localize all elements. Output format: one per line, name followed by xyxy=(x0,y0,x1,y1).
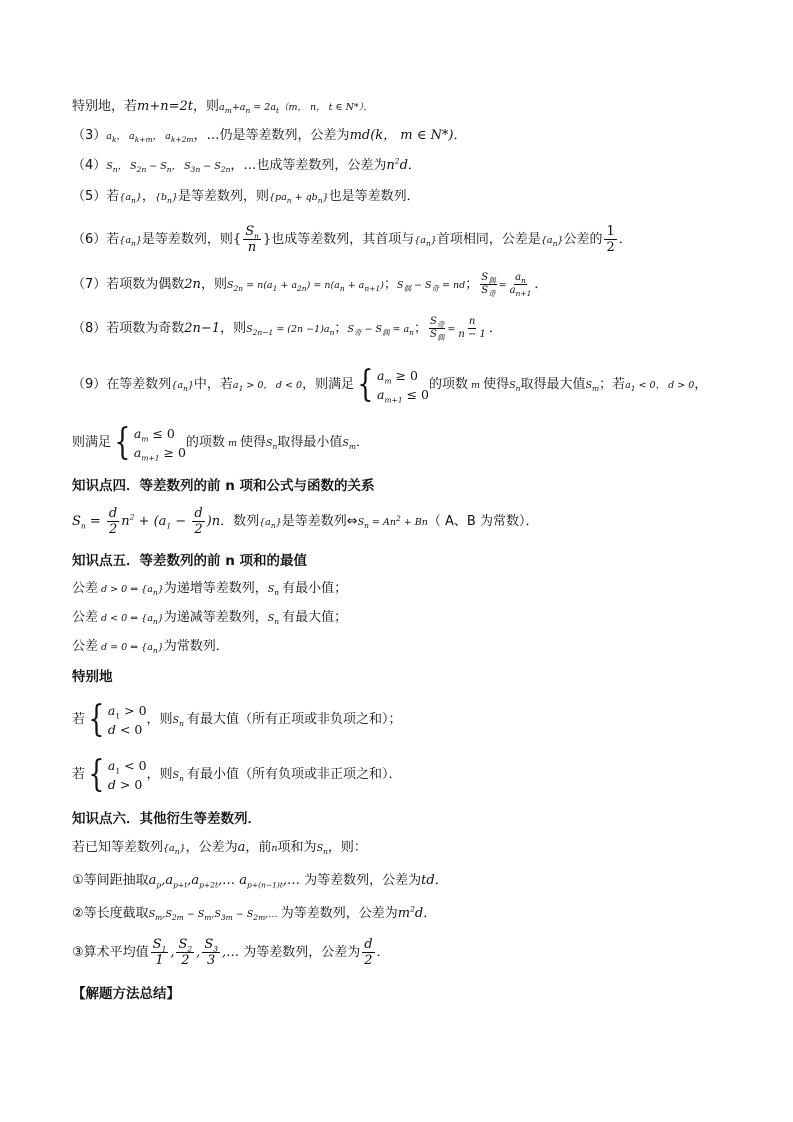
text: 使得 xyxy=(483,377,510,392)
text: 取得最大值 xyxy=(520,377,586,392)
math: $\{a_n\}$ xyxy=(119,235,142,248)
fraction-d-over-2: $\frac{d}{2}$ xyxy=(108,506,118,537)
fraction-even-odd: $S_偶$ $S_奇$ xyxy=(481,272,496,298)
math: = xyxy=(498,280,507,291)
text: ，则： xyxy=(327,840,367,855)
text: ；若 xyxy=(599,377,626,392)
fraction-one-half: $\frac{1}{2}$ xyxy=(606,224,615,255)
text: ，…仍是等差数列，公差为 xyxy=(193,128,350,143)
text: 项和为 xyxy=(277,840,317,855)
text: ． xyxy=(423,906,437,921)
text: 为等差数列，公差为 xyxy=(280,906,398,921)
special-case-heading: 特别地 xyxy=(72,669,113,685)
math: m xyxy=(468,380,484,391)
math: $S_m$ xyxy=(585,380,600,393)
section-5-heading: 知识点五．等差数列的前 n 项和的最值 xyxy=(72,553,308,569)
math: a xyxy=(237,840,246,855)
math: $S_{2n-1} = (2n -1)a_n$ xyxy=(246,324,335,337)
math: $S_n = An^2 + Bn$ xyxy=(357,513,428,530)
math: $S_n$ xyxy=(172,770,184,783)
special-case-1 xyxy=(72,697,401,744)
text: ， xyxy=(141,189,155,204)
text: 为等差数列，公差为 xyxy=(304,873,422,888)
text: ，则 xyxy=(220,321,247,336)
math: td xyxy=(421,873,435,888)
text: 则满足 xyxy=(72,435,112,450)
text: ，则 xyxy=(146,767,173,782)
math: { xyxy=(232,232,242,247)
text: ②等长度截取 xyxy=(72,906,149,921)
math: n xyxy=(271,843,278,854)
text: 也是等差数列． xyxy=(328,189,420,204)
text: （5）若 xyxy=(72,189,120,204)
math: $\{pa_n + qb_n\}$ xyxy=(268,192,329,205)
math: $S_n$ = xyxy=(72,514,105,531)
text: 也成等差数列，其首项与 xyxy=(271,232,415,247)
math: $a_m+a_n = 2a_t$ xyxy=(219,102,280,115)
text: ①等间距抽取 xyxy=(72,873,149,888)
text: （8）若项数为奇数 xyxy=(72,321,185,336)
condition-system-1: { $a_1 > 0$ d < 0 xyxy=(88,698,147,740)
math: $S_偶 - S_奇$ = nd xyxy=(396,280,466,293)
math: $\{b_n\}$ xyxy=(154,192,178,205)
text: ， xyxy=(694,377,708,392)
math: （m， n， t ∈ N*）． xyxy=(279,102,373,113)
text: ．数列 xyxy=(220,514,260,529)
fraction-odd-even: $S_奇$ $S_偶$ xyxy=(429,316,445,342)
text: （7）若项数为偶数 xyxy=(72,277,185,292)
line-property-7 xyxy=(72,268,547,303)
text: ，则 xyxy=(146,712,173,727)
text: 若已知等差数列 xyxy=(72,840,164,855)
text: ； xyxy=(334,321,348,336)
section-6-item-3: ③算术平均值 $\frac{S_1}{1}$ , $\frac{S_2}{2}$ , $\frac{S_3}{3}$ ,… 为等差数列，公差为 $\frac{d}{2}$ ． xyxy=(72,937,390,968)
text: ，…也成等差数列，公差为 xyxy=(230,158,387,173)
line-property-5 xyxy=(72,188,420,207)
fraction-n: $\frac{n}{n - 1}$ xyxy=(458,316,486,340)
text: ； xyxy=(383,277,397,292)
section-5-row-2 xyxy=(72,609,347,628)
text: 中，若 xyxy=(193,377,233,392)
text: 若 xyxy=(72,767,86,782)
line-property-4 xyxy=(72,157,421,176)
condition-system-2: { $a_1 < 0$ d > 0 xyxy=(88,753,147,795)
math: $S_n$ xyxy=(267,613,280,626)
math: } xyxy=(262,232,272,247)
math: $\{a_n\}$ xyxy=(119,192,142,205)
text: 公差的 xyxy=(563,232,603,247)
math: d = 0 ⇔ $\{a_n\}$ xyxy=(98,642,164,655)
math: $S_n$ xyxy=(316,843,328,856)
text: 有最大值； xyxy=(282,610,348,625)
text: ，公差为 xyxy=(185,840,238,855)
math: $n^2 + (a_1$ − xyxy=(121,512,191,531)
math: md(k， m ∈ N*) xyxy=(349,128,454,143)
text: （4） xyxy=(72,158,107,173)
text: （ A、B 为常数）． xyxy=(427,514,539,529)
section-6-intro xyxy=(72,839,367,858)
text: 有最小值； xyxy=(282,581,348,596)
text: 使得 xyxy=(240,435,267,450)
math: $m^2d$ xyxy=(397,904,424,921)
fraction-d-over-2: $\frac{d}{2}$ xyxy=(194,506,203,537)
text: 若 xyxy=(72,712,86,727)
text: 是等差数列⇔ xyxy=(281,514,358,529)
math: $a_1 > 0$， d < 0 xyxy=(232,380,303,393)
math: 2n xyxy=(184,277,201,292)
math: $\{a_n\}$ xyxy=(414,235,437,248)
line-property-9-cont xyxy=(72,420,369,467)
special-case-2 xyxy=(72,752,401,799)
math: $a_1 < 0$， d > 0 xyxy=(625,380,695,393)
math: $S_n$ xyxy=(267,584,280,597)
text: ③算术平均值 xyxy=(72,945,149,960)
math: = xyxy=(447,324,456,335)
text: ，前 xyxy=(245,840,272,855)
math: $\{a_n\}$ xyxy=(540,235,564,248)
text: 公差 xyxy=(72,610,99,625)
condition-system-max: { $a_m \ge 0$ $a_{m+1} \le 0$ xyxy=(357,363,429,405)
line-property-8 xyxy=(72,312,502,347)
math: 2n−1 xyxy=(184,321,221,336)
text: 特别地，若 xyxy=(72,99,138,114)
line-property-3 xyxy=(72,127,466,146)
fraction-d-over-2: $\frac{d}{2}$ xyxy=(364,937,373,968)
math: $a_p,a_{p+t},a_{p+2t},\dots$ $a_{p+(n-1)t},\dots$ xyxy=(148,873,305,890)
text: 是等差数列，则 xyxy=(141,232,233,247)
fraction-s1: $\frac{S_1}{1}$ xyxy=(152,937,167,968)
fraction-s2: $\frac{S_2}{2}$ xyxy=(178,937,193,968)
text: 为递增等差数列， xyxy=(163,581,268,596)
math: $S_n$ xyxy=(509,380,521,393)
text: ． xyxy=(407,158,421,173)
section-6-item-1 xyxy=(72,872,448,890)
text: 为等差数列，公差为 xyxy=(243,945,361,960)
text: ，则 xyxy=(200,277,227,292)
text: ． xyxy=(453,128,467,143)
text: ． xyxy=(488,321,502,336)
math: d < 0 ⇔ $\{a_n\}$ xyxy=(98,613,164,626)
text: 的项数 xyxy=(428,377,468,392)
math: $\{a_n\}$ xyxy=(163,843,186,856)
fraction-s3: $\frac{S_3}{3}$ xyxy=(204,937,218,968)
math: $\{a_n\}$ xyxy=(259,517,282,530)
math: $\{a_n\}$ xyxy=(171,380,194,393)
text: ． xyxy=(376,945,390,960)
math: m+n=2t xyxy=(137,99,193,114)
math: $S_n$ xyxy=(266,438,278,451)
math: d > 0 ⇔ $\{a_n\}$ xyxy=(98,584,164,597)
text: 公差 xyxy=(72,581,99,596)
math: $S_m$ xyxy=(342,438,357,451)
text: 为递减等差数列， xyxy=(163,610,268,625)
text: ，则满足 xyxy=(302,377,355,392)
text: 取得最小值 xyxy=(277,435,343,450)
text: ． xyxy=(618,232,632,247)
line-property-9 xyxy=(72,362,707,409)
text: ． xyxy=(534,277,548,292)
text: ； xyxy=(413,321,427,336)
section-4-heading: 知识点四．等差数列的前 n 项和公式与函数的关系 xyxy=(72,478,375,494)
text: 有最小值（所有负项或非正项之和）． xyxy=(186,767,402,782)
line-property-6 xyxy=(72,223,632,258)
text: （3） xyxy=(72,128,107,143)
section-6-heading: 知识点六．其他衍生等差数列． xyxy=(72,811,261,827)
line-special-case xyxy=(72,98,373,117)
math: $S_n$ xyxy=(172,715,184,728)
text: （9）在等差数列 xyxy=(72,377,172,392)
text: ，则 xyxy=(193,99,220,114)
math: )n xyxy=(206,514,221,529)
fraction-sn-over-n: $\frac{S_n}{n}$ xyxy=(245,224,259,255)
text: 有最大值（所有正项或非负项之和）； xyxy=(186,712,402,727)
section-5-row-3 xyxy=(72,638,229,657)
text: 的项数 xyxy=(185,435,225,450)
text: 首项相同，公差是 xyxy=(436,232,541,247)
math: $S_奇 - S_偶 = a_n$ xyxy=(347,324,414,337)
text: ． xyxy=(434,873,448,888)
text: 是等差数列，则 xyxy=(177,189,269,204)
fraction-an: $\frac{a_n}{a_{n+1}}$ xyxy=(509,272,532,298)
math: $a_k$， $a_{k+m}$， $a_{k+2m}$ xyxy=(106,131,194,144)
text: ； xyxy=(465,277,479,292)
math: m xyxy=(224,438,240,449)
section-6-item-2 xyxy=(72,905,436,924)
text: ． xyxy=(356,435,370,450)
section-5-row-1 xyxy=(72,580,347,599)
text: （6）若 xyxy=(72,232,120,247)
text: 公差 xyxy=(72,639,99,654)
math: $S_m,S_{2m} - S_m,S_{3m}$ − $S_{2m},\dots$ xyxy=(148,909,281,922)
math: $S_{2n} = n(a_1 + a_{2n}) = n(a_n + a_{n+1})$ xyxy=(226,280,384,293)
math: $S_n$， $S_{2n} - S_n$， $S_{3n} - S_{2n}$ xyxy=(106,161,231,174)
text: 为常数列． xyxy=(163,639,229,654)
section-4-formula xyxy=(72,505,538,540)
condition-system-min: { $a_m \le 0$ $a_{m+1} \ge 0$ xyxy=(114,421,186,463)
math: $n^2d$ xyxy=(386,156,408,173)
summary-heading: 【解题方法总结】 xyxy=(72,986,180,1002)
